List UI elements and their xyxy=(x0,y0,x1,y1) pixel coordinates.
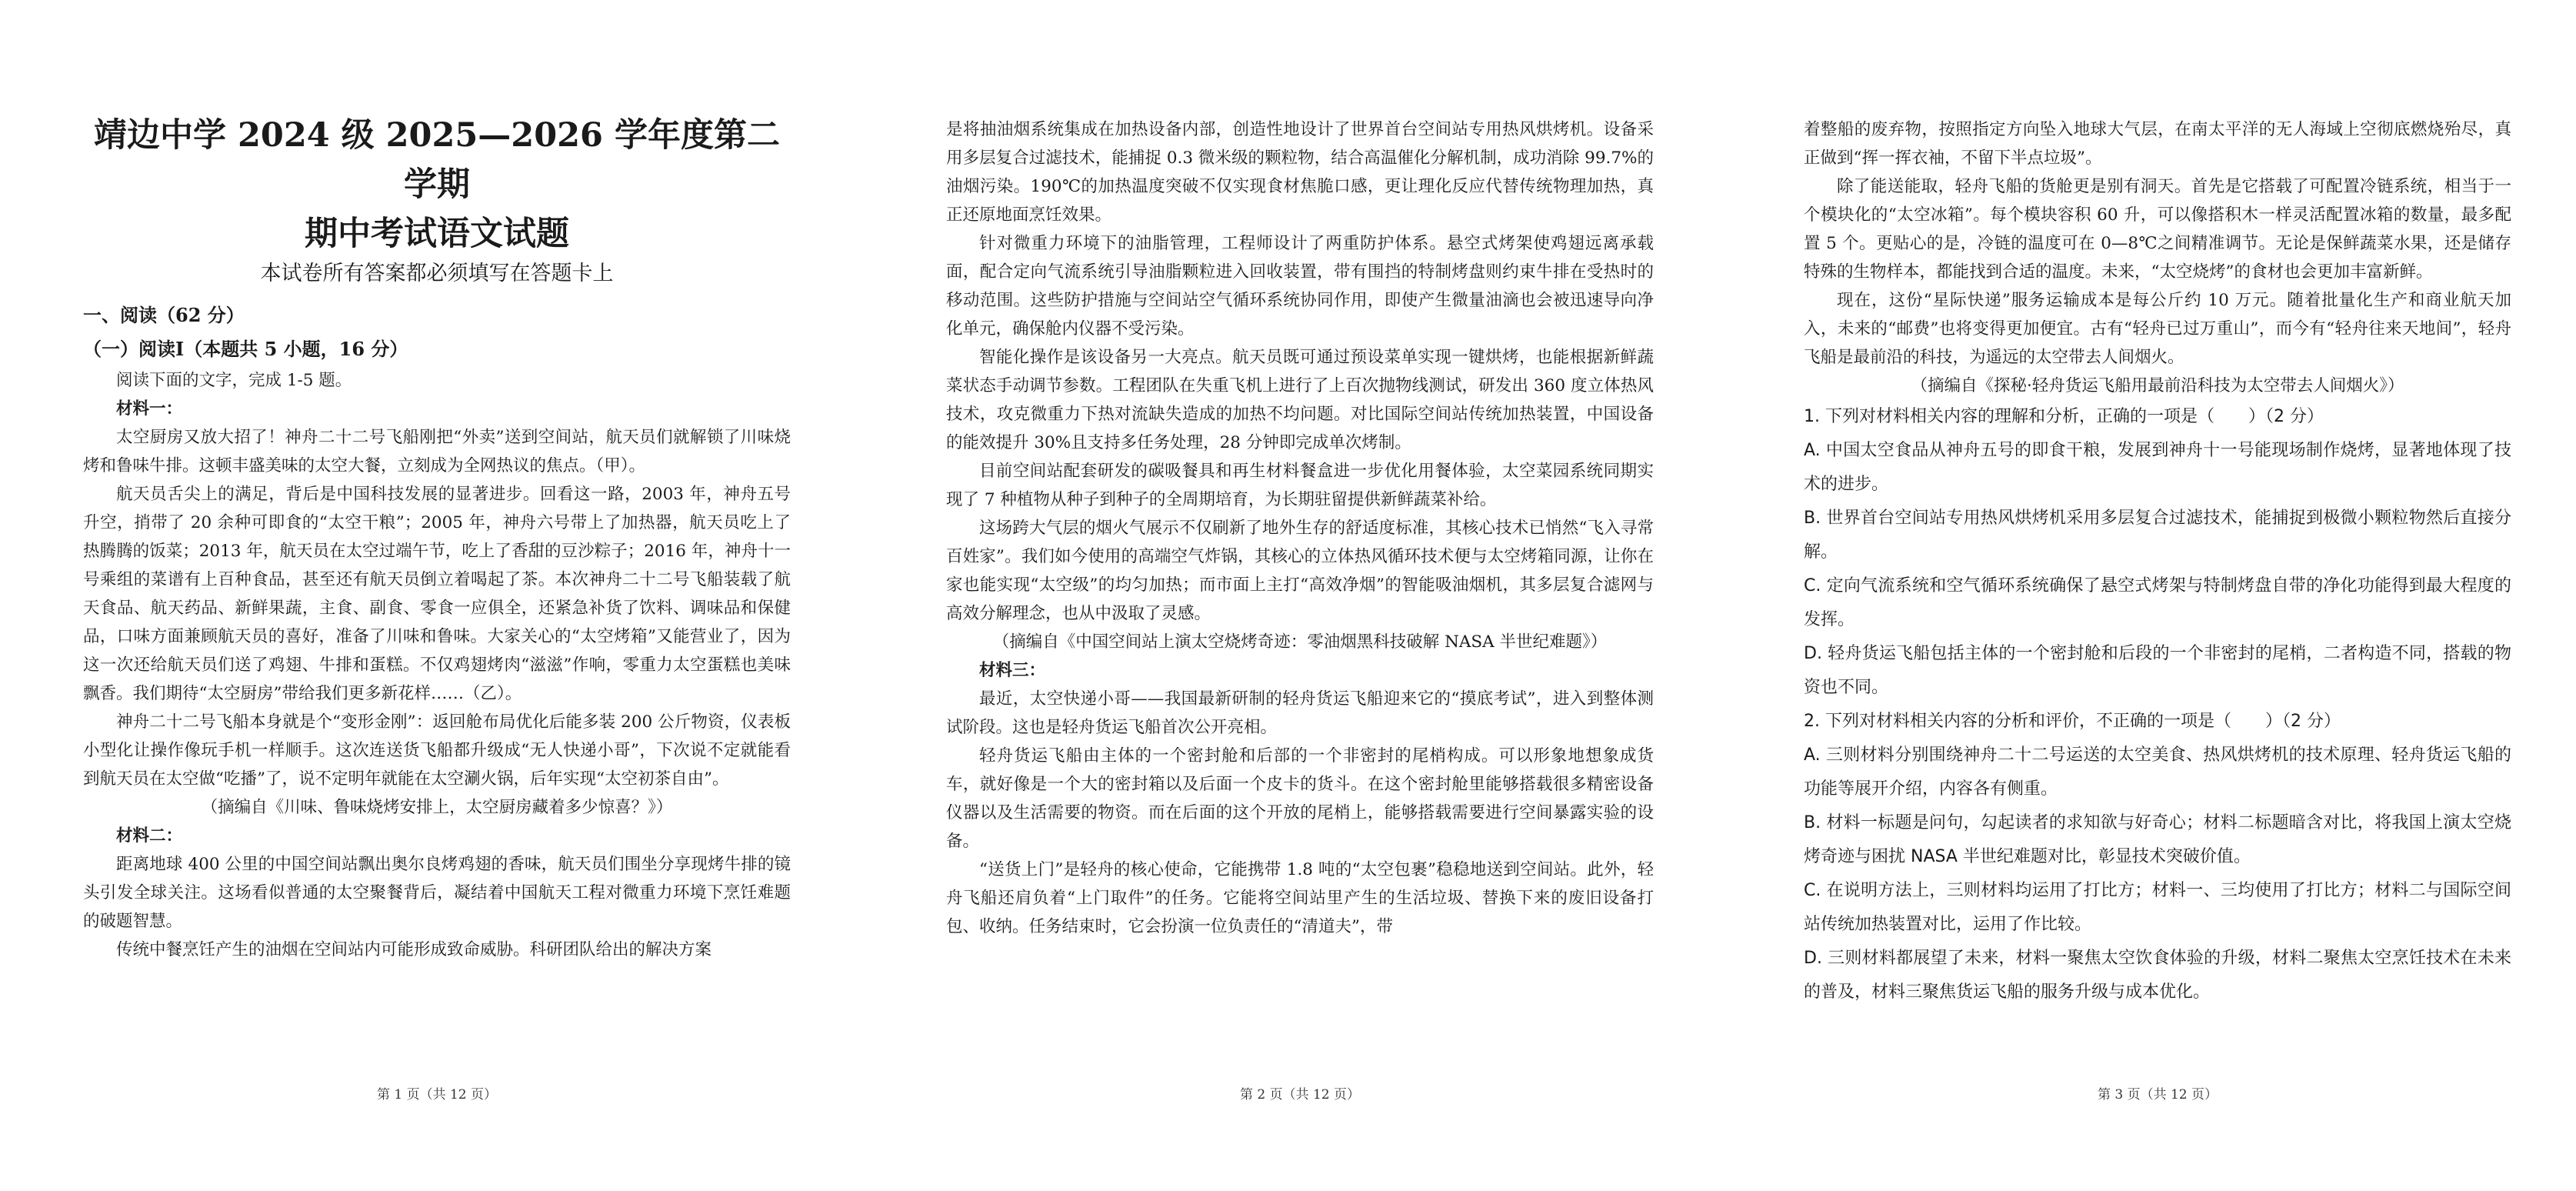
question-1-option-b: B. 世界首台空间站专用热风烘烤机采用多层复合过滤技术，能捕捉到极微小颗粒物然后直接分解。 xyxy=(1804,509,2511,562)
material-3-source: （摘编自《探秘·轻舟货运飞船用最前沿科技为太空带去人间烟火》） xyxy=(1911,376,2404,395)
material-2-paragraph: 距离地球 400 公里的中国空间站飘出奥尔良烤鸡翅的香味，航天员们围坐分享现烤牛排的镜头引发全球关注。这场看似普通的太空聚餐背后，凝结着中国航天工程对微重力环境下烹饪难题的破题智慧。 xyxy=(83,855,791,931)
material-1-paragraph: 神舟二十二号飞船本身就是个“变形金刚”：返回舱布局优化后能多装 200 公斤物资，仪表板小型化让操作像玩手机一样顺手。这次连送货飞船都升级成“无人快递小哥”，下次说不定就能看到航天员在太空做“吃播”了，说不定明年就能在太空涮火锅，后年实现“太空初茶自由”。 xyxy=(83,712,791,789)
material-3-heading: 材料三： xyxy=(979,661,1046,680)
exam-subtitle: 本试卷所有答案都必须填写在答题卡上 xyxy=(260,262,614,285)
material-3-paragraph: 现在，这份“星际快递”服务运输成本是每公斤约 10 万元。随着批量化生产和商业航天加入，未来的“邮费”也将变得更加便宜。古有“轻舟已过万重山”，而今有“轻舟往来天地间”，轻舟飞船是最前沿的科技，为遥远的太空带去人间烟火。 xyxy=(1804,291,2511,367)
exam-title-line2: 期中考试语文试题 xyxy=(305,215,569,253)
question-2-stem: 2. 下列对材料相关内容的分析和评价，不正确的一项是（ ）（2 分） xyxy=(1804,712,2341,731)
page-1 xyxy=(83,0,791,1191)
material-2-paragraph: 目前空间站配套研发的碳吸餐具和再生材料餐盒进一步优化用餐体验，太空菜园系统同期实现了 7 种植物从种子到种子的全周期培育，为长期驻留提供新鲜蔬菜补给。 xyxy=(946,462,1654,509)
material-2-paragraph: 针对微重力环境下的油脂管理，工程师设计了两重防护体系。悬空式烤架使鸡翅远离承载面，配合定向气流系统引导油脂颗粒进入回收装置，带有围挡的特制烤盘则约束牛排在受热时的移动范围。这些防护措施与空间站空气循环系统协同作用，即使产生微量油滴也会被迅速导向净化单元，确保舱内仪器不受污染。 xyxy=(946,234,1654,339)
page-footer: 第 2 页（共 12 页） xyxy=(1239,1087,1361,1103)
page-2 xyxy=(946,0,1654,1191)
material-1-heading: 材料一： xyxy=(116,399,183,419)
material-2-paragraph: 传统中餐烹饪产生的油烟在空间站内可能形成致命威胁。科研团队给出的解决方案 xyxy=(116,940,712,959)
exam-title-line1: 靖边中学 2024 级 2025—2026 学年度第二学期 xyxy=(94,116,780,204)
material-1-source: （摘编自《川味、鲁味烧烤安排上，太空厨房藏着多少惊喜？》） xyxy=(201,798,673,817)
subsection-heading: （一）阅读Ⅰ（本题共 5 小题，16 分） xyxy=(83,338,408,360)
question-2-option-d: D. 三则材料都展望了未来，材料一聚焦太空饮食体验的升级，材料二聚焦太空烹饪技术在未来的普及，材料三聚焦货运飞船的服务升级与成本优化。 xyxy=(1804,949,2511,1002)
material-2-paragraph: 智能化操作是该设备另一大亮点。航天员既可通过预设菜单实现一键烘烤，也能根据新鲜蔬菜状态手动调节参数。工程团队在失重飞机上进行了上百次抛物线测试，研发出 360 度立体热风技术，攻克微重力下热对流缺失造成的加热不均问题。对比国际空间站传统加热装置，中国设备的能效提升 30%且支持多任务处理，28 分钟即完成单次烤制。 xyxy=(946,348,1654,452)
page-footer: 第 1 页（共 12 页） xyxy=(376,1087,498,1103)
question-2-option-b: B. 材料一标题是问句，勾起读者的求知欲与好奇心；材料二标题暗含对比，将我国上演太空烧烤奇迹与困扰 NASA 半世纪难题对比，彰显技术突破价值。 xyxy=(1804,813,2511,866)
material-3-paragraph: 除了能送能取，轻舟飞船的货舱更是别有洞天。首先是它搭载了可配置冷链系统，相当于一个模块化的“太空冰箱”。每个模块容积 60 升，可以像搭积木一样灵活配置冰箱的数量，最多配置 5 个。更贴心的是，冷链的温度可在 0—8℃之间精准调节。无论是保鲜蔬菜水果，还是储存特殊的生物样本，都能找到合适的温度。未来，“太空烧烤”的食材也会更加丰富新鲜。 xyxy=(1804,177,2511,282)
material-2-paragraph: 是将抽油烟系统集成在加热设备内部，创造性地设计了世界首台空间站专用热风烘烤机。设备采用多层复合过滤技术，能捕捉 0.3 微米级的颗粒物，结合高温催化分解机制，成功消除 99.7%的油烟污染。190℃的加热温度突破不仅实现食材焦脆口感，更让理化反应代替传统物理加热，真正还原地面烹饪效果。 xyxy=(946,120,1654,225)
question-2-option-a: A. 三则材料分别围绕神舟二十二号运送的太空美食、热风烘烤机的技术原理、轻舟货运飞船的功能等展开介绍，内容各有侧重。 xyxy=(1804,746,2511,799)
material-3-paragraph: 着整船的废弃物，按照指定方向坠入地球大气层，在南太平洋的无人海域上空彻底燃烧殆尽，真正做到“挥一挥衣袖，不留下半点垃圾”。 xyxy=(1804,120,2511,168)
page-footer: 第 3 页（共 12 页） xyxy=(2097,1087,2218,1103)
material-2-paragraph: 这场跨大气层的烟火气展示不仅刷新了地外生存的舒适度标准，其核心技术已悄然“飞入寻常百姓家”。我们如今使用的高端空气炸锅，其核心的立体热风循环技术便与太空烤箱同源，让你在家也能实现“太空级”的均匀加热；而市面上主打“高效净烟”的智能吸油烟机，其多层复合滤网与高效分解理念，也从中汲取了灵感。 xyxy=(946,519,1654,623)
question-1-stem: 1. 下列对材料相关内容的理解和分析，正确的一项是（ ）（2 分） xyxy=(1804,407,2324,426)
material-2-heading: 材料二： xyxy=(116,826,183,846)
section-heading: 一、阅读（62 分） xyxy=(83,304,245,326)
question-1-option-a: A. 中国太空食品从神舟五号的即食干粮，发展到神舟十一号能现场制作烧烤，显著地体现了技术的进步。 xyxy=(1804,441,2511,494)
material-3-paragraph: 最近，太空快递小哥——我国最新研制的轻舟货运飞船迎来它的“摸底考试”，进入到整体测试阶段。这也是轻舟货运飞船首次公开亮相。 xyxy=(946,689,1654,737)
instruction: 阅读下面的文字，完成 1-5 题。 xyxy=(116,371,352,390)
question-2-option-c: C. 在说明方法上，三则材料均运用了打比方；材料一、三均使用了打比方；材料二与国际空间站传统加热装置对比，运用了作比较。 xyxy=(1804,881,2511,934)
material-1-paragraph: 太空厨房又放大招了！神舟二十二号飞船刚把“外卖”送到空间站，航天员们就解锁了川味烧烤和鲁味牛排。这顿丰盛美味的太空大餐，立刻成为全网热议的焦点。（甲）。 xyxy=(83,428,791,475)
question-1-option-c: C. 定向气流系统和空气循环系统确保了悬空式烤架与特制烤盘自带的净化功能得到最大程度的发挥。 xyxy=(1804,576,2511,629)
material-3-paragraph: “送货上门”是轻舟的核心使命，它能携带 1.8 吨的“太空包裹”稳稳地送到空间站。此外，轻舟飞船还肩负着“上门取件”的任务。它能将空间站里产生的生活垃圾、替换下来的废旧设备打包、收纳。任务结束时，它会扮演一位负责任的“清道夫”，带 xyxy=(946,860,1654,936)
material-1-paragraph: 航天员舌尖上的满足，背后是中国科技发展的显著进步。回看这一路，2003 年，神舟五号升空，捎带了 20 余种可即食的“太空干粮”；2005 年，神舟六号带上了加热器，航天员吃上了热腾腾的饭菜；2013 年，航天员在太空过端午节，吃上了香甜的豆沙粽子；2016 年，神舟十一号乘组的菜谱有上百种食品，甚至还有航天员倒立着喝起了茶。本次神舟二十二号飞船装载了航天食品、航天药品、新鲜果蔬，主食、副食、零食一应俱全，还紧急补货了饮料、调味品和保健品，口味方面兼顾航天员的喜好，准备了川味和鲁味。大家关心的“太空烤箱”又能营业了，因为这一次还给航天员们送了鸡翅、牛排和蛋糕。不仅鸡翅烤肉“滋滋”作响，零重力太空蛋糕也美味飘香。我们期待“太空厨房”带给我们更多新花样……（乙）。 xyxy=(83,485,791,703)
question-1-option-d: D. 轻舟货运飞船包括主体的一个密封舱和后段的一个非密封的尾梢，二者构造不同，搭载的物资也不同。 xyxy=(1804,644,2511,697)
material-3-paragraph: 轻舟货运飞船由主体的一个密封舱和后部的一个非密封的尾梢构成。可以形象地想象成货车，就好像是一个大的密封箱以及后面一个皮卡的货斗。在这个密封舱里能够搭载很多精密设备仪器以及生活需要的物资。而在后面的这个开放的尾梢上，能够搭载需要进行空间暴露实验的设备。 xyxy=(946,746,1654,851)
page-3 xyxy=(1804,0,2511,1191)
material-2-source: （摘编自《中国空间站上演太空烧烤奇迹：零油烟黑科技破解 NASA 半世纪难题》） xyxy=(992,632,1608,652)
